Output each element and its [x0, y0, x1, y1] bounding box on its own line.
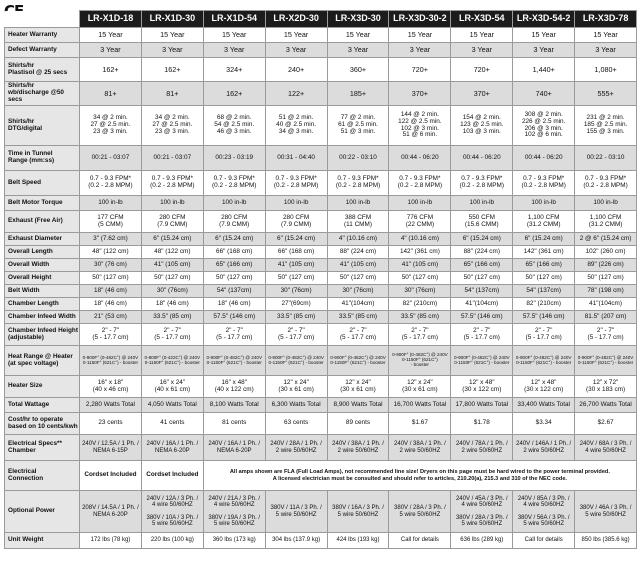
- spec-value: 78" (198 cm): [575, 285, 637, 298]
- spec-value: 89" (226 cm): [575, 259, 637, 272]
- spec-value: 3 Year: [451, 43, 513, 58]
- spec-value: 3 Year: [141, 43, 203, 58]
- optional-power-row: [5, 491, 637, 533]
- spec-value: 15 Year: [141, 28, 203, 43]
- spec-value: 240V / 45A / 3 Ph. / 4 wire 50/60HZ 380V / 28A / 3 Ph. / 5 wire 50/60HZ: [451, 491, 513, 533]
- column-header: LR-X1D-54: [203, 11, 265, 28]
- spec-value: 142" (361 cm): [389, 246, 451, 259]
- spec-value: 102" (260 cm): [575, 246, 637, 259]
- spec-value: 240V / 16A / 1 Ph. / NEMA 6-20P: [141, 435, 203, 461]
- spec-value: 50" (127 cm): [141, 272, 203, 285]
- spec-value: 23 cents: [80, 413, 142, 435]
- spec-value: 240V / 85A / 3 Ph. / 4 wire 50/60HZ 380V / 56A / 3 Ph. / 5 wire 50/60HZ: [513, 491, 575, 533]
- spec-value: 33.5" (85 cm): [327, 311, 389, 324]
- spec-value: 100 in-lb: [203, 196, 265, 211]
- spec-value: 240+: [265, 58, 327, 82]
- spec-value: 3" (7.62 cm): [80, 233, 142, 246]
- spec-value: 0-800F° (0-422C°) @ 240V 0-1150F° (621C°) - booster: [141, 346, 203, 376]
- spec-value: 0-900F° (0-482C°) @ 240V 0-1150F° (621C°) - booster: [389, 346, 451, 376]
- spec-value: 57.5" (146 cm): [451, 311, 513, 324]
- spec-value: 240V / 28A / 1 Ph. / 2 wire 50/60HZ: [265, 435, 327, 461]
- spec-value: 0.7 - 9.3 FPM* (0.2 - 2.8 MPM): [389, 171, 451, 196]
- spec-value: 231 @ 2 min. 185 @ 2.5 min. 155 @ 3 min.: [575, 106, 637, 146]
- spec-row: [5, 146, 637, 171]
- spec-value: 0.7 - 9.3 FPM* (0.2 - 2.8 MPM): [327, 171, 389, 196]
- row-label: Overall Height: [5, 272, 80, 285]
- spec-value: 1,440+: [513, 58, 575, 82]
- column-header: LR-X3D-30-2: [389, 11, 451, 28]
- spec-value: 424 lbs (193 kg): [327, 533, 389, 549]
- row-label: Electrical Specs** Chamber: [5, 435, 80, 461]
- spec-value: 33,400 Watts Total: [513, 398, 575, 413]
- row-label: Chamber Length: [5, 298, 80, 311]
- spec-value: 0.7 - 9.3 FPM* (0.2 - 2.8 MPM): [141, 171, 203, 196]
- spec-value: 00:44 - 06:20: [451, 146, 513, 171]
- spec-value: 154 @ 2 min. 123 @ 2.5 min. 103 @ 3 min.: [451, 106, 513, 146]
- spec-value: 15 Year: [80, 28, 142, 43]
- spec-value: 00:21 - 03:07: [80, 146, 142, 171]
- spec-value: 100 in-lb: [451, 196, 513, 211]
- spec-value: 89 cents: [327, 413, 389, 435]
- spec-value: 240V / 21A / 3 Ph. / 4 wire 50/60HZ 380V / 19A / 3 Ph. / 5 wire 50/60HZ: [203, 491, 265, 533]
- spec-value: 100 in-lb: [80, 196, 142, 211]
- spec-value: 12" x 24" (30 x 61 cm): [327, 376, 389, 398]
- spec-row: [5, 58, 637, 82]
- spec-value: 81+: [141, 82, 203, 106]
- spec-value: 162+: [80, 58, 142, 82]
- spec-value: 0-900F° (0-482C°) @ 240V 0-1150F° (621C°) - booster: [327, 346, 389, 376]
- spec-value: 50" (127 cm): [513, 272, 575, 285]
- spec-value: 81 cents: [203, 413, 265, 435]
- spec-value: 00:31 - 04:40: [265, 146, 327, 171]
- spec-value: 380V / 28A / 3 Ph. / 5 wire 50/60HZ: [389, 491, 451, 533]
- spec-value: 100 in-lb: [327, 196, 389, 211]
- spec-value: 185+: [327, 82, 389, 106]
- spec-row: [5, 233, 637, 246]
- spec-value: 3 Year: [80, 43, 142, 58]
- electrical-connection-row: [5, 461, 637, 491]
- spec-value: 2" - 7" (5 - 17.7 cm): [265, 324, 327, 346]
- spec-value: 50" (127 cm): [80, 272, 142, 285]
- spec-value: 30" (76cm): [265, 285, 327, 298]
- spec-value: 33.5" (85 cm): [265, 311, 327, 324]
- spec-value: 18" (46 cm): [141, 298, 203, 311]
- spec-value: 3 Year: [575, 43, 637, 58]
- spec-value: 240V / 12.5A / 1 Ph. / NEMA 6-15P: [80, 435, 142, 461]
- spec-value: 65" (166 cm): [513, 259, 575, 272]
- row-label: Total Wattage: [5, 398, 80, 413]
- spec-value: 720+: [389, 58, 451, 82]
- spec-value: 304 lbs (137.9 kg): [265, 533, 327, 549]
- spec-value: 30" (76 cm): [80, 259, 142, 272]
- spec-value: 162+: [141, 58, 203, 82]
- spec-value: $3.34: [513, 413, 575, 435]
- spec-row: [5, 376, 637, 398]
- spec-value: 720+: [451, 58, 513, 82]
- spec-value: 41" (105 cm): [265, 259, 327, 272]
- spec-row: [5, 272, 637, 285]
- spec-row: [5, 28, 637, 43]
- spec-value: 12" x 48" (30 x 122 cm): [451, 376, 513, 398]
- header-corner-cell: [5, 11, 80, 28]
- spec-value: 6" (15.24 cm): [265, 233, 327, 246]
- spec-value: 360+: [327, 58, 389, 82]
- spec-row: [5, 82, 637, 106]
- spec-row: [5, 259, 637, 272]
- spec-value: 41" (105 cm): [327, 259, 389, 272]
- spec-value: 48" (122 cm): [80, 246, 142, 259]
- spec-value: 00:44 - 06:20: [513, 146, 575, 171]
- spec-value: 0.7 - 9.3 FPM* (0.2 - 2.8 MPM): [513, 171, 575, 196]
- row-label: Belt Motor Torque: [5, 196, 80, 211]
- spec-value: 6" (15.24 cm): [141, 233, 203, 246]
- spec-value: 2" - 7" (5 - 17.7 cm): [203, 324, 265, 346]
- spec-value: 122+: [265, 82, 327, 106]
- column-header: LR-X1D-18: [80, 11, 142, 28]
- spec-value: 172 lbs (78 kg): [80, 533, 142, 549]
- spec-value: 00:44 - 06:20: [389, 146, 451, 171]
- spec-value: 280 CFM (7.9 CMM): [141, 211, 203, 233]
- spec-row: [5, 196, 637, 211]
- row-label: Chamber Infeed Width: [5, 311, 80, 324]
- row-label: Overall Length: [5, 246, 80, 259]
- row-label: Heat Range @ Heater (at spec voltage): [5, 346, 80, 376]
- spec-table-body: [5, 28, 637, 549]
- spec-value: 12" x 48" (30 x 122 cm): [513, 376, 575, 398]
- spec-value: 81+: [80, 82, 142, 106]
- spec-value: 1,080+: [575, 58, 637, 82]
- spec-value: 65" (166 cm): [203, 259, 265, 272]
- spec-value: 2" - 7" (5 - 17.7 cm): [451, 324, 513, 346]
- spec-value: 740+: [513, 82, 575, 106]
- column-header: LR-X3D-30: [327, 11, 389, 28]
- spec-value: 280 CFM (7.9 CMM): [265, 211, 327, 233]
- spec-value: 240V / 16A / 1 Ph. / NEMA 6-20P: [203, 435, 265, 461]
- spec-value: 54" (137cm): [451, 285, 513, 298]
- row-label: Shirts/hr DTG/digital: [5, 106, 80, 146]
- spec-value: 550 CFM (15.6 CMM): [451, 211, 513, 233]
- spec-value: 3 Year: [265, 43, 327, 58]
- spec-value: 2" - 7" (5 - 17.7 cm): [141, 324, 203, 346]
- spec-value: $1.67: [389, 413, 451, 435]
- spec-value: 30" (76cm): [141, 285, 203, 298]
- spec-value: 177 CFM (5 CMM): [80, 211, 142, 233]
- spec-value: 81.5" (207 cm): [575, 311, 637, 324]
- column-header: LR-X2D-30: [265, 11, 327, 28]
- spec-value: 50" (127 cm): [575, 272, 637, 285]
- spec-value: 0-900F° (0-482C°) @ 240V 0-1150F° (621C°) - booster: [451, 346, 513, 376]
- spec-value: 3 Year: [389, 43, 451, 58]
- spec-value: 15 Year: [327, 28, 389, 43]
- row-label: Exhaust (Free Air): [5, 211, 80, 233]
- spec-value: 388 CFM (11 CMM): [327, 211, 389, 233]
- row-label: Optional Power: [5, 491, 80, 533]
- spec-value: Call for details: [389, 533, 451, 549]
- spec-row: [5, 435, 637, 461]
- spec-value: 370+: [389, 82, 451, 106]
- spec-value: 776 CFM (22 CMM): [389, 211, 451, 233]
- spec-value: 240V / 38A / 1 Ph. / 2 wire 50/60HZ: [389, 435, 451, 461]
- spec-value: 88" (224 cm): [327, 246, 389, 259]
- spec-value: 63 cents: [265, 413, 327, 435]
- spec-value: 50" (127 cm): [203, 272, 265, 285]
- spec-value: 100 in-lb: [265, 196, 327, 211]
- spec-value: 100 in-lb: [141, 196, 203, 211]
- column-header: LR-X3D-54-2: [513, 11, 575, 28]
- spec-value: 1,100 CFM (31.2 CMM): [513, 211, 575, 233]
- spec-row: [5, 413, 637, 435]
- spec-value: 6" (15.24 cm): [513, 233, 575, 246]
- row-label: Heater Size: [5, 376, 80, 398]
- spec-value: 66" (168 cm): [203, 246, 265, 259]
- spec-value: 41" (105 cm): [141, 259, 203, 272]
- row-label: Shirts/hr wb/discharge @50 secs: [5, 82, 80, 106]
- spec-value: 41"(104cm): [327, 298, 389, 311]
- spec-value: 0.7 - 9.3 FPM* (0.2 - 2.8 MPM): [575, 171, 637, 196]
- spec-value: 50" (127 cm): [265, 272, 327, 285]
- spec-value: 00:21 - 03:07: [141, 146, 203, 171]
- spec-value: 360 lbs (173 kg): [203, 533, 265, 549]
- spec-value: 12" x 24" (30 x 61 cm): [265, 376, 327, 398]
- spec-value: 57.5" (146 cm): [203, 311, 265, 324]
- spec-value: 6,300 Watts Total: [265, 398, 327, 413]
- spec-value: 0-900F° (0-482C°) @ 240V 0-1150F° (621C°) - booster: [575, 346, 637, 376]
- spec-row: [5, 311, 637, 324]
- spec-value: 0.7 - 9.3 FPM* (0.2 - 2.8 MPM): [265, 171, 327, 196]
- spec-value: 240V / 12A / 3 Ph. / 4 wire 50/60HZ 380V / 10A / 3 Ph. / 5 wire 50/60HZ: [141, 491, 203, 533]
- spec-value: 142" (361 cm): [513, 246, 575, 259]
- spec-value: 26,700 Watts Total: [575, 398, 637, 413]
- unit-weight-row: [5, 533, 637, 549]
- spec-value: 4" (10.16 cm): [327, 233, 389, 246]
- spec-value: 68 @ 2 min. 54 @ 2.5 min. 46 @ 3 min.: [203, 106, 265, 146]
- spec-value: 15 Year: [451, 28, 513, 43]
- spec-value: 555+: [575, 82, 637, 106]
- spec-value: 33.5" (85 cm): [389, 311, 451, 324]
- spec-value: 240V / 146A / 1 Ph. / 2 wire 50/60HZ: [513, 435, 575, 461]
- spec-value: 2,280 Watts Total: [80, 398, 142, 413]
- spec-table: [4, 10, 637, 549]
- row-label: Shirts/hr Plastisol @ 25 secs: [5, 58, 80, 82]
- spec-value: 220 lbs (100 kg): [141, 533, 203, 549]
- spec-value: 34 @ 2 min. 27 @ 2.5 min. 23 @ 3 min.: [80, 106, 142, 146]
- spec-value: 2" - 7" (5 - 17.7 cm): [80, 324, 142, 346]
- row-label: Overall Width: [5, 259, 80, 272]
- spec-value: 41 cents: [141, 413, 203, 435]
- spec-value: 0-900F° (0-482C°) @ 240V 0-1150F° (621C°) - booster: [203, 346, 265, 376]
- cordset-included-cell: Cordset Included: [141, 461, 203, 491]
- spec-value: 6" (15.24 cm): [451, 233, 513, 246]
- spec-value: 18" (46 cm): [80, 298, 142, 311]
- spec-value: 50" (127 cm): [451, 272, 513, 285]
- row-label: Heater Warranty: [5, 28, 80, 43]
- spec-value: 240V / 78A / 1 Ph. / 2 wire 50/60HZ: [451, 435, 513, 461]
- spec-value: 88" (224 cm): [451, 246, 513, 259]
- cordset-included-cell: Cordset Included: [80, 461, 142, 491]
- spec-value: 0.7 - 9.3 FPM* (0.2 - 2.8 MPM): [203, 171, 265, 196]
- spec-value: 240V / 38A / 1 Ph. / 2 wire 50/60HZ: [327, 435, 389, 461]
- spec-value: 0-900F° (0-482C°) @ 240V 0-1150F° (621C°) - booster: [513, 346, 575, 376]
- spec-value: Call for details: [513, 533, 575, 549]
- row-label: Exhaust Diameter: [5, 233, 80, 246]
- spec-value: 17,800 Watts Total: [451, 398, 513, 413]
- spec-value: 51 @ 2 min. 40 @ 2.5 min. 34 @ 3 min.: [265, 106, 327, 146]
- spec-value: 30" (76cm): [327, 285, 389, 298]
- spec-value: 380V / 11A / 3 Ph. / 5 wire 50/60HZ: [265, 491, 327, 533]
- column-header: LR-X1D-30: [141, 11, 203, 28]
- spec-row: [5, 298, 637, 311]
- spec-value: 65" (166 cm): [451, 259, 513, 272]
- spec-value: 18" (46 cm): [80, 285, 142, 298]
- spec-value: 2" - 7" (5 - 17.7 cm): [513, 324, 575, 346]
- spec-value: 8,100 Watts Total: [203, 398, 265, 413]
- spec-value: 15 Year: [265, 28, 327, 43]
- spec-row: [5, 398, 637, 413]
- spec-row: [5, 285, 637, 298]
- spec-value: 41"(104cm): [451, 298, 513, 311]
- spec-row: [5, 324, 637, 346]
- spec-row: [5, 346, 637, 376]
- spec-value: 636 lbs (289 kg): [451, 533, 513, 549]
- spec-value: 280 CFM (7.9 CMM): [203, 211, 265, 233]
- spec-value: 2" - 7" (5 - 17.7 cm): [389, 324, 451, 346]
- spec-value: 2" - 7" (5 - 17.7 cm): [327, 324, 389, 346]
- spec-value: $1.78: [451, 413, 513, 435]
- row-label: Belt Width: [5, 285, 80, 298]
- row-label: Belt Speed: [5, 171, 80, 196]
- spec-value: 77 @ 2 min. 61 @ 2.5 min. 51 @ 3 min.: [327, 106, 389, 146]
- spec-value: 6" (15.24 cm): [203, 233, 265, 246]
- spec-value: 48" (122 cm): [141, 246, 203, 259]
- spec-value: 2 @ 6" (15.24 cm): [575, 233, 637, 246]
- spec-value: 8,900 Watts Total: [327, 398, 389, 413]
- spec-value: 33.5" (85 cm): [141, 311, 203, 324]
- spec-value: 34 @ 2 min. 27 @ 2.5 min. 23 @ 3 min.: [141, 106, 203, 146]
- spec-value: 380V / 46A / 3 Ph. / 5 wire 50/60HZ: [575, 491, 637, 533]
- electrical-note: All amps shown are FLA (Full Load Amps), not recommended line size! Dryers on this page must be hard wired to the power terminal provided. A licensed electrician must be consulted and should refer to articles, 210.20(a), 215.3 and 310 of the NEC code.: [203, 461, 636, 491]
- spec-value: 15 Year: [203, 28, 265, 43]
- spec-value: 240V / 68A / 3 Ph. / 4 wire 50/60HZ: [575, 435, 637, 461]
- row-label: Cost/hr to operate based on 10 cents/kwh: [5, 413, 80, 435]
- spec-value: 100 in-lb: [389, 196, 451, 211]
- spec-value: 324+: [203, 58, 265, 82]
- spec-table-header: [5, 11, 637, 28]
- spec-value: 100 in-lb: [513, 196, 575, 211]
- spec-value: 308 @ 2 min. 226 @ 2.5 min. 206 @ 3 min. 102 @ 6 min.: [513, 106, 575, 146]
- spec-value: 00:22 - 03:10: [575, 146, 637, 171]
- spec-value: 100 in-lb: [575, 196, 637, 211]
- column-header: LR-X3D-54: [451, 11, 513, 28]
- spec-value: 82" (210cm): [389, 298, 451, 311]
- spec-value: $2.67: [575, 413, 637, 435]
- spec-row: [5, 171, 637, 196]
- spec-value: 54" (137cm): [203, 285, 265, 298]
- spec-value: 30" (76cm): [389, 285, 451, 298]
- spec-value: 82" (210cm): [513, 298, 575, 311]
- spec-row: [5, 106, 637, 146]
- spec-value: 57.5" (146 cm): [513, 311, 575, 324]
- spec-value: 208V / 14.5A / 1 Ph. / NEMA 6-20P: [80, 491, 142, 533]
- spec-value: 54" (137cm): [513, 285, 575, 298]
- spec-value: 0.7 - 9.3 FPM* (0.2 - 2.8 MPM): [451, 171, 513, 196]
- spec-value: 0.7 - 9.3 FPM* (0.2 - 2.8 MPM): [80, 171, 142, 196]
- spec-value: 12" x 72" (30 x 183 cm): [575, 376, 637, 398]
- spec-value: 50" (127 cm): [389, 272, 451, 285]
- spec-value: 16" x 18" (40 x 46 cm): [80, 376, 142, 398]
- row-label: Defect Warranty: [5, 43, 80, 58]
- spec-value: 27"(69cm): [265, 298, 327, 311]
- column-header: LR-X3D-78: [575, 11, 637, 28]
- spec-value: 380V / 16A / 3 Ph. / 5 wire 50/60HZ: [327, 491, 389, 533]
- spec-value: 370+: [451, 82, 513, 106]
- spec-value: 16" x 48" (40 x 122 cm): [203, 376, 265, 398]
- spec-value: 15 Year: [513, 28, 575, 43]
- row-label: Unit Weight: [5, 533, 80, 549]
- spec-value: 12" x 24" (30 x 61 cm): [389, 376, 451, 398]
- spec-value: 162+: [203, 82, 265, 106]
- spec-value: 16" x 24" (40 x 61 cm): [141, 376, 203, 398]
- row-label: Electrical Connection: [5, 461, 80, 491]
- spec-value: 18" (46 cm): [203, 298, 265, 311]
- spec-value: 15 Year: [575, 28, 637, 43]
- spec-value: 00:22 - 03:10: [327, 146, 389, 171]
- spec-value: 850 lbs (385.6 kg): [575, 533, 637, 549]
- spec-value: 4,050 Watts Total: [141, 398, 203, 413]
- spec-value: 41" (105 cm): [389, 259, 451, 272]
- row-label: Time in Tunnel Range (mm:ss): [5, 146, 80, 171]
- spec-value: 3 Year: [327, 43, 389, 58]
- spec-row: [5, 246, 637, 259]
- spec-row: [5, 43, 637, 58]
- spec-value: 50" (127 cm): [327, 272, 389, 285]
- spec-value: 41"(104cm): [575, 298, 637, 311]
- spec-value: 1,100 CFM (31.2 CMM): [575, 211, 637, 233]
- spec-value: 0-900F° (0-482C°) @ 240V 0-1150F° (621C°) - booster: [265, 346, 327, 376]
- row-label: Chamber Infeed Height (adjustable): [5, 324, 80, 346]
- spec-value: 2" - 7" (5 - 17.7 cm): [575, 324, 637, 346]
- spec-value: 144 @ 2 min. 122 @ 2.5 min. 102 @ 3 min. 51 @ 6 min.: [389, 106, 451, 146]
- spec-value: 3 Year: [203, 43, 265, 58]
- spec-value: 0-900F° (0-482C°) @ 240V 0-1150F° (621C°) - booster: [80, 346, 142, 376]
- spec-value: 3 Year: [513, 43, 575, 58]
- spec-value: 66" (168 cm): [265, 246, 327, 259]
- spec-value: 16,700 Watts Total: [389, 398, 451, 413]
- spec-value: 21" (53 cm): [80, 311, 142, 324]
- spec-value: 4" (10.16 cm): [389, 233, 451, 246]
- spec-value: 00:23 - 03:19: [203, 146, 265, 171]
- spec-row: [5, 211, 637, 233]
- spec-value: 15 Year: [389, 28, 451, 43]
